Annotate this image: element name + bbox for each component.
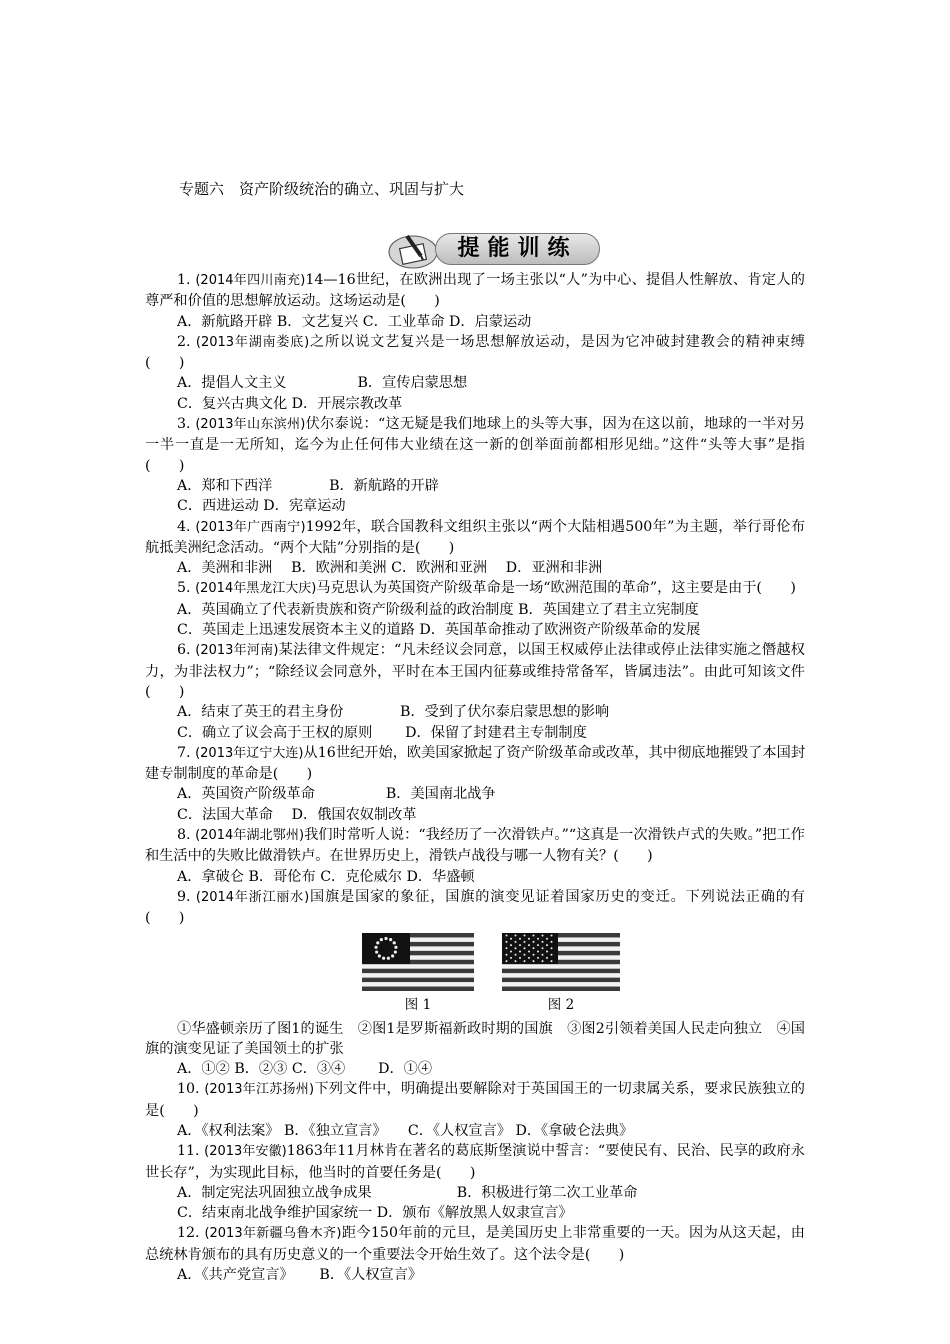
question-source: (2013年新疆乌鲁木齐) — [204, 1226, 342, 1242]
question-8: 8. (2014年湖北鄂州)我们时常听人说：“我经历了一次滑铁卢。”“这真是一次滑铁卢式的失败。”把工作和生活中的失败比做滑铁卢。在世界历史上，滑铁卢战役与哪一人物有关？( ) A．拿破仑 B．哥伦布 C．克伦威尔 D．华盛顿 — [145, 825, 805, 887]
question-stem: 之所以说文艺复兴是一场思想解放运动，是因为它冲破封建教会的精神束缚( ) — [145, 333, 805, 372]
option-line: A．郑和下西洋 B．新航路的开辟 — [177, 477, 439, 494]
question-source: (2014年黑龙江大庆) — [195, 581, 317, 597]
question-stem: 1863年11月林肯在著名的葛底斯堡演说中誓言：“要使民有、民治、民享的政府永世长存”，为实现此目标，他当时的首要任务是( ) — [145, 1143, 805, 1181]
question-source: (2013年山东滨州) — [195, 417, 306, 433]
question-12: 12. (2013年新疆乌鲁木齐)距今150年前的元旦，是美国历史上非常重要的一天。因为从这天起，由总统林肯颁布的具有历史意义的一个重要法令开始生效了。这个法令是( ) A．《共产党宣言》 B．《人权宣言》 — [145, 1223, 805, 1285]
question-statements: ①华盛顿亲历了图1的诞生 ②图1是罗斯福新政时期的国旗 ③图2引领着美国人民走向独立 ④国旗的演变见证了美国领土的扩张 — [145, 1020, 805, 1057]
question-1: 1. (2014年四川南充)14—16世纪，在欧洲出现了一场主张以“人”为中心、提倡人性解放、肯定人的尊严和价值的思想解放运动。这场运动是( ) A．新航路开辟 B．文艺复兴 C．工业革命 D．启蒙运动 — [145, 270, 805, 332]
question-stem: 我们时常听人说：“我经历了一次滑铁卢。”“这真是一次滑铁卢式的失败。”把工作和生活中的失败比做滑铁卢。在世界历史上，滑铁卢战役与哪一人物有关？( ) — [145, 827, 805, 865]
option-line: A．结束了英王的君主身份 B．受到了伏尔泰启蒙思想的影响 — [177, 704, 610, 721]
question-2: 2. (2013年湖南娄底)之所以说文艺复兴是一场思想解放运动，是因为它冲破封建教会的精神束缚( ) A．提倡人文主义 B．宣传启蒙思想 C．复兴古典文化 D．开展宗教改革 — [145, 332, 805, 414]
question-source: (2013年湖南娄底) — [195, 334, 310, 350]
question-source: (2013年广西南宁) — [195, 519, 306, 535]
question-source: (2014年四川南充) — [195, 273, 306, 288]
option-line: C．结束南北战争维护国家统一 D．颁布《解放黑人奴隶宣言》 — [177, 1205, 573, 1222]
question-source: (2014年湖北鄂州) — [195, 828, 305, 844]
option-line: A．《共产党宣言》 B．《人权宣言》 — [177, 1267, 423, 1284]
figure-1 — [362, 933, 474, 1013]
question-6: 6. (2013年河南)某法律文件规定：“凡未经议会同意，以国王权威停止法律或停止法律实施之僭越权力，为非法权力”；“除经议会同意外，平时在本王国内征募或维持常备军，皆属违法”。由此可知该文件( ) A．结束了英王的君主身份 B．受到了伏尔泰启蒙思想的影响 C．确立了议会高于王权的原则 D．保留了封建君主专制制度 — [145, 640, 805, 742]
question-11: 11. (2013年安徽)1863年11月林肯在著名的葛底斯堡演说中誓言：“要使民有、民治、民享的政府永世长存”，为实现此目标，他当时的首要任务是( ) A．制定宪法巩固独立战争成果 B．积极进行第二次工业革命 C．结束南北战争维护国家统一 D．颁布《解放黑人奴隶宣言》 — [145, 1141, 805, 1223]
question-9: 9. (2014年浙江丽水)国旗是国家的象征，国旗的演变见证着国家历史的变迁。下列说法正确的有( ) 图 1 图 2 ①华盛顿亲历了图1的诞生 ②图1是罗斯福新政时期的国旗 ③图2引领着美国人民走向独立 ④国旗的演变见证了美国领土的扩张 A．①② B．②③ C．③④ D．①④ — [145, 887, 805, 1079]
option-line: C．英国走上迅速发展资本主义的道路 D．英国革命推动了欧洲资产阶级革命的发展 — [177, 622, 701, 639]
flag-figures — [145, 933, 805, 1019]
question-source: (2014年浙江丽水) — [195, 889, 310, 905]
banner-title: 提能训练 — [435, 233, 600, 265]
flag-50-stars-image — [502, 933, 620, 991]
option-line: A．①② B．②③ C．③④ D．①④ — [177, 1061, 433, 1078]
question-stem: 1992年，联合国教科文组织主张以“两个大陆相遇500年”为主题，举行哥伦布航抵美洲纪念活动。“两个大陆”分别指的是( ) — [145, 518, 806, 556]
option-line: A．英国资产阶级革命 B．美国南北战争 — [177, 786, 496, 803]
question-10: 10. (2013年江苏扬州)下列文件中，明确提出要解除对于英国国王的一切隶属关系，要求民族独立的是( ) A．《权利法案》 B．《独立宣言》 C．《人权宣言》 D．《拿破仑法典》 — [145, 1079, 805, 1141]
option-line: C．西进运动 D．宪章运动 — [177, 498, 346, 515]
option-line: A．提倡人文主义 B．宣传启蒙思想 — [177, 375, 468, 392]
section-banner — [377, 230, 607, 270]
question-stem: 国旗是国家的象征，国旗的演变见证着国家历史的变迁。下列说法正确的有( ) — [145, 888, 805, 927]
question-source: (2013年安徽) — [204, 1144, 287, 1160]
question-stem: 伏尔泰说：“这无疑是我们地球上的头等大事，因为在这以前，地球的一半对另一半一直是一无所知，迄今为止任何伟大业绩在这一新的创举面前都相形见绌。”这件“头等大事”是指( ) — [145, 416, 805, 474]
question-3: 3. (2013年山东滨州)伏尔泰说：“这无疑是我们地球上的头等大事，因为在这以前，地球的一半对另一半一直是一无所知，迄今为止任何伟大业绩在这一新的创举面前都相形见绌。”这件“头等大事”是指( ) A．郑和下西洋 B．新航路的开辟 C．西进运动 D．宪章运动 — [145, 414, 805, 516]
flag-13-stars-image — [362, 933, 474, 991]
page-title: 专题六 资产阶级统治的确立、巩固与扩大 — [179, 180, 465, 198]
question-stem: 下列文件中，明确提出要解除对于英国国王的一切隶属关系，要求民族独立的是( ) — [145, 1081, 805, 1119]
question-stem: 距今150年前的元旦，是美国历史上非常重要的一天。因为从这天起，由总统林肯颁布的具有历史意义的一个重要法令开始生效了。这个法令是( ) — [145, 1225, 805, 1263]
question-stem: 马克思认为英国资产阶级革命是一场“欧洲范围的革命”，这主要是由于( ) — [316, 580, 796, 597]
question-5: 5. (2014年黑龙江大庆)马克思认为英国资产阶级革命是一场“欧洲范围的革命”，这主要是由于( ) A．英国确立了代表新贵族和资产阶级利益的政治制度 B．英国建立了君主立宪制度 C．英国走上迅速发展资本主义的道路 D．英国革命推动了欧洲资产阶级革命的发展 — [145, 578, 805, 640]
question-source: (2013年河南) — [195, 643, 279, 659]
question-stem: 14—16世纪，在欧洲出现了一场主张以“人”为中心、提倡人性解放、肯定人的尊严和价值的思想解放运动。这场运动是( ) — [145, 272, 805, 310]
question-source: (2013年江苏扬州) — [204, 1082, 315, 1098]
question-4: 4. (2013年广西南宁)1992年，联合国教科文组织主张以“两个大陆相遇500年”为主题，举行哥伦布航抵美洲纪念活动。“两个大陆”分别指的是( ) A．美洲和非洲 B．欧洲和美洲 C．欧洲和亚洲 D．亚洲和非洲 — [145, 517, 805, 579]
option-line: A．英国确立了代表新贵族和资产阶级利益的政治制度 B．英国建立了君主立宪制度 — [177, 601, 699, 618]
option-line: C．法国大革命 D．俄国农奴制改革 — [177, 806, 417, 823]
option-line: A．《权利法案》 B．《独立宣言》 C．《人权宣言》 D．《拿破仑法典》 — [177, 1122, 634, 1139]
option-line: C．复兴古典文化 D．开展宗教改革 — [177, 395, 403, 412]
option-line: A．拿破仑 B．哥伦布 C．克伦威尔 D．华盛顿 — [177, 868, 475, 885]
question-source: (2013年辽宁大连) — [195, 745, 304, 761]
question-stem: 从16世纪开始，欧美国家掀起了资产阶级革命或改革，其中彻底地摧毁了本国封建专制制度的革命是( ) — [145, 744, 806, 783]
question-list — [145, 270, 805, 1285]
option-line: A．美洲和非洲 B．欧洲和美洲 C．欧洲和亚洲 D．亚洲和非洲 — [177, 560, 603, 577]
option-line: A．制定宪法巩固独立战争成果 B．积极进行第二次工业革命 — [177, 1184, 638, 1201]
question-stem: 某法律文件规定：“凡未经议会同意，以国王权威停止法律或停止法律实施之僭越权力，为非法权力”；“除经议会同意外，平时在本王国内征募或维持常备军，皆属违法”。由此可知该文件( ) — [145, 642, 805, 700]
question-7: 7. (2013年辽宁大连)从16世纪开始，欧美国家掀起了资产阶级革命或改革，其中彻底地摧毁了本国封建专制制度的革命是( ) A．英国资产阶级革命 B．美国南北战争 C．法国大革命 D．俄国农奴制改革 — [145, 743, 805, 825]
option-line: A．新航路开辟 B．文艺复兴 C．工业革命 D．启蒙运动 — [177, 313, 532, 330]
figure-1-caption: 图 1 — [404, 996, 432, 1013]
option-line: C．确立了议会高于王权的原则 D．保留了封建君主专制制度 — [177, 724, 587, 741]
pencil-book-icon — [387, 230, 439, 270]
figure-2-caption: 图 2 — [547, 996, 575, 1013]
figure-2 — [502, 933, 620, 1013]
